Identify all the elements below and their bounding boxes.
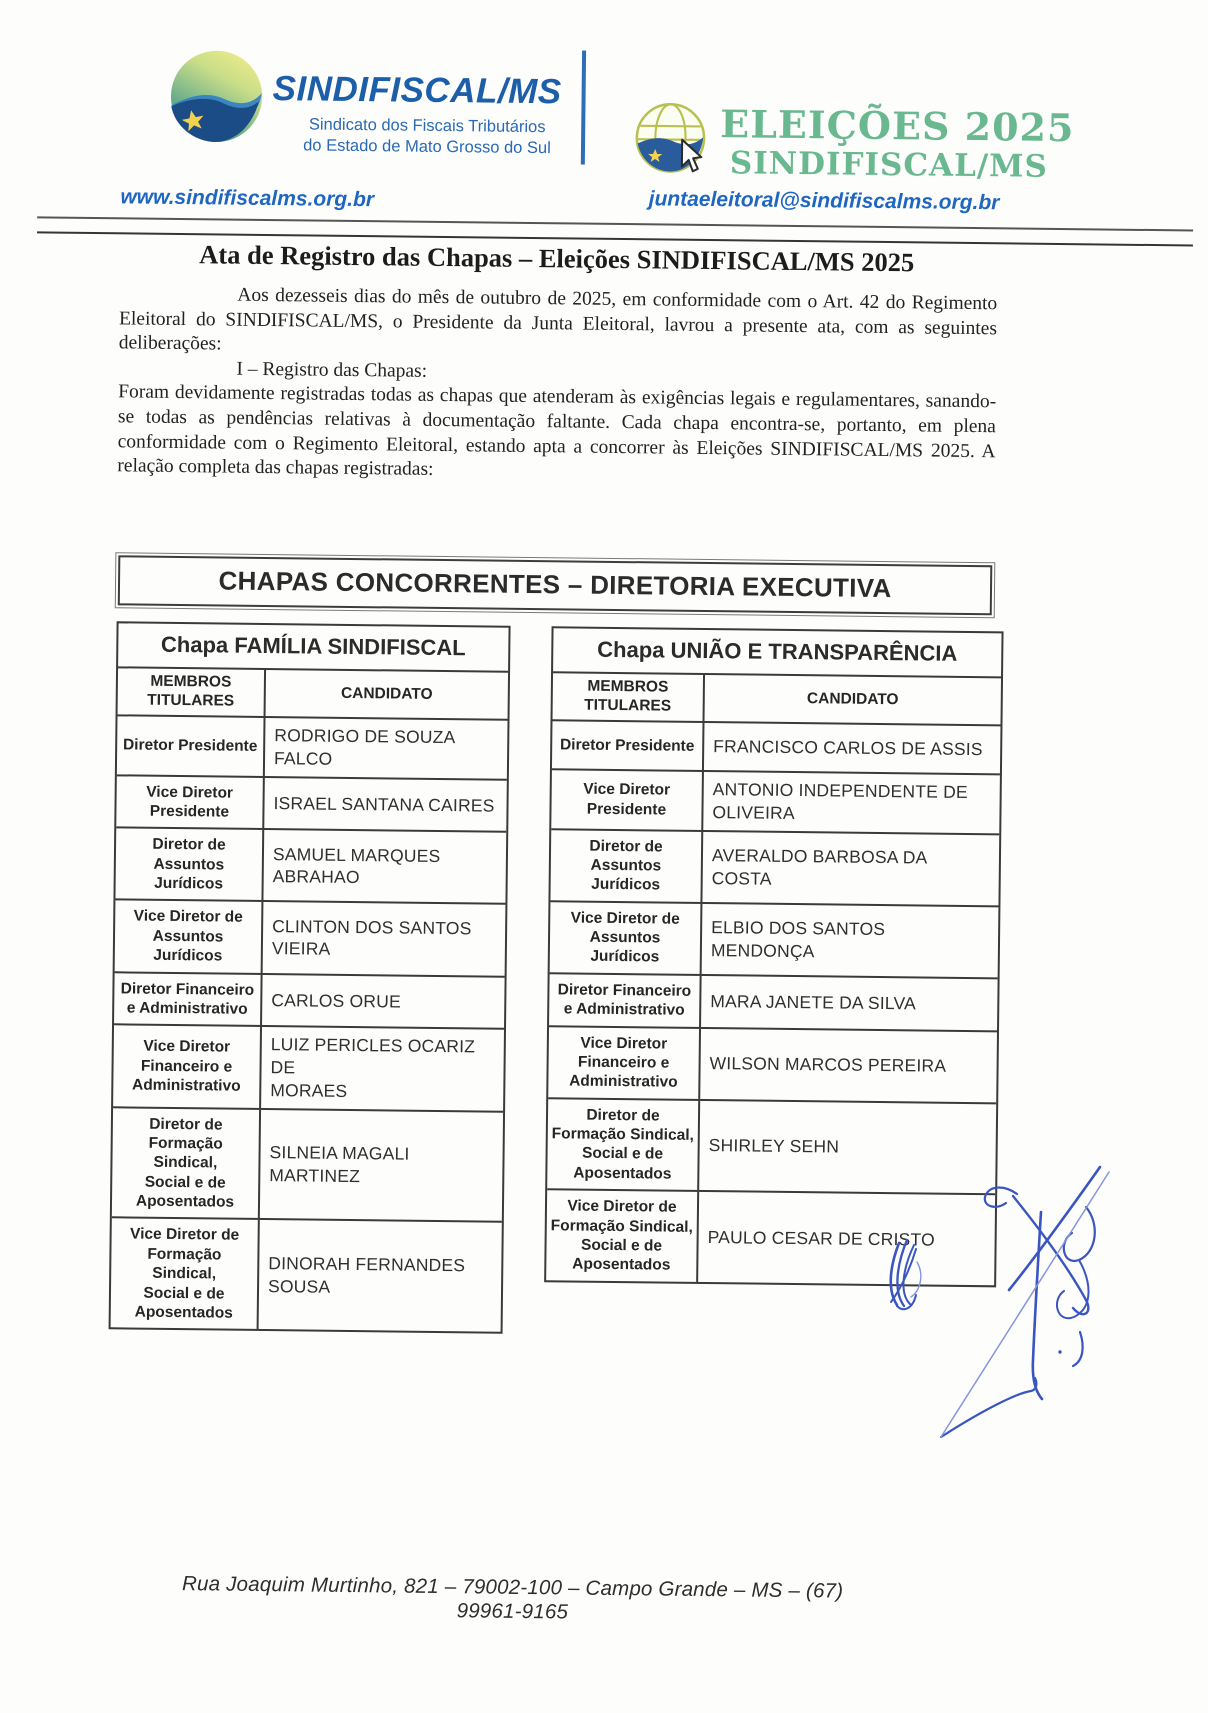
candidate-cell: ELBIO DOS SANTOS MENDONÇA [710, 917, 886, 961]
candidate-cell: WILSON MARCOS PEREIRA [709, 1053, 947, 1076]
role-cell: Diretor de Assuntos Jurídicos [115, 829, 264, 901]
candidate-cell: ISRAEL SANTANA CAIRES [273, 792, 495, 816]
role-cell: Vice Diretor de Assuntos Jurídicos [115, 901, 264, 973]
election-board-email: juntaeleitoral@sindifiscalms.org.br [648, 187, 1000, 215]
elections-badge-line1: ELEIÇÕES 2025 [720, 101, 1075, 151]
candidate-cell: ANTONIO INDEPENDENTE DE OLIVEIRA [712, 779, 968, 823]
role-cell: Diretor Presidente [117, 716, 266, 775]
candidate-cell: CARLOS ORUE [271, 989, 402, 1012]
role-cell: Vice Diretor Presidente [116, 776, 265, 828]
candidate-cell: PAULO CESAR DE CRISTO [707, 1226, 935, 1250]
candidate-cell: AVERALDO BARBOSA DA COSTA [711, 844, 928, 889]
logo-subtitle-line2: do Estado de Mato Grosso do Sul [303, 136, 551, 157]
candidate-cell: MARA JANETE DA SILVA [710, 990, 917, 1014]
item-heading: I – Registro das Chapas: [236, 358, 428, 382]
column-header-members: MEMBROS TITULARES [118, 668, 267, 716]
role-cell: Diretor Financeiro e Administrativo [549, 974, 702, 1026]
column-header-candidate: CANDIDATO [340, 684, 433, 703]
logo-subtitle-line1: Sindicato dos Fiscais Tributários [308, 115, 546, 137]
table-title: Chapa FAMÍLIA SINDIFISCAL [118, 623, 508, 672]
section-banner-label: CHAPAS CONCORRENTES – DIRETORIA EXECUTIVA [118, 555, 993, 615]
candidate-cell: DINORAH FERNANDES SOUSA [267, 1253, 466, 1297]
column-header-candidate: CANDIDATO [806, 689, 899, 708]
logo-wordmark: SINDIFISCAL/MS [272, 69, 562, 112]
page-title: Ata de Registro das Chapas – Eleições SINDIFISCAL/MS 2025 [199, 239, 915, 278]
role-cell: Diretor Presidente [552, 721, 705, 770]
candidate-cell: SAMUEL MARQUES ABRAHAO [272, 843, 441, 888]
role-cell: Diretor de Formação Sindical, Social e de Aposentados [112, 1108, 261, 1219]
elections-badge-line2: SINDIFISCAL/MS [729, 145, 1049, 185]
paragraph-registration: Foram devidamente registradas todas as chapas que atenderam às exigências legais e regulamentares, sanando-se todas as pendências relativas à documentação faltante. Cada chapa encontra-se, portanto, em plena conformidade com o Regimento Eleitoral, estando apta a concorrer às Eleições SINDIFISCAL/MS 2025. A relação completa das chapas registradas: [117, 381, 997, 481]
role-cell: Diretor Financeiro e Administrativo [114, 973, 263, 1025]
candidate-cell: SHIRLEY SEHN [708, 1135, 840, 1157]
footer-address: Rua Joaquim Murtinho, 821 – 79002-100 – Campo Grande – MS – (67) 99961-9165 [181, 1572, 844, 1624]
candidate-cell: LUIZ PERICLES OCARIZ DE MORAES [270, 1034, 476, 1101]
role-cell: Vice Diretor de Assuntos Jurídicos [550, 902, 703, 974]
candidate-cell: CLINTON DOS SANTOS VIEIRA [271, 915, 472, 960]
candidate-cell: FRANCISCO CARLOS DE ASSIS [713, 736, 983, 760]
role-cell: Diretor de Assuntos Jurídicos [550, 830, 703, 902]
website-url: www.sindifiscalms.org.br [120, 185, 375, 212]
role-cell: Vice Diretor Financeiro e Administrativo [113, 1026, 262, 1108]
role-cell: Vice Diretor Presidente [551, 770, 704, 829]
role-cell: Vice Diretor de Formação Sindical, Social e de Aposentados [546, 1190, 699, 1281]
role-cell: Vice Diretor Financeiro e Administrativo [548, 1027, 701, 1099]
table-title: Chapa UNIÃO E TRANSPARÊNCIA [553, 628, 1001, 678]
column-header-members: MEMBROS TITULARES [553, 673, 706, 721]
paragraph-opening: Aos dezesseis dias do mês de outubro de 2025, em conformidade com o Art. 42 do Regimento Eleitoral do SINDIFISCAL/MS, o Presidente da Junta Eleitoral, lavrou a presente ata, com as seguintes deliberações: [118, 284, 998, 355]
candidate-cell: RODRIGO DE SOUZA FALCO [273, 725, 455, 769]
candidate-cell: SILNEIA MAGALI MARTINEZ [269, 1142, 410, 1187]
role-cell: Vice Diretor de Formação Sindical, Social e de Aposentados [111, 1219, 260, 1330]
role-cell: Diretor de Formação Sindical, Social e de Aposentados [547, 1099, 700, 1190]
